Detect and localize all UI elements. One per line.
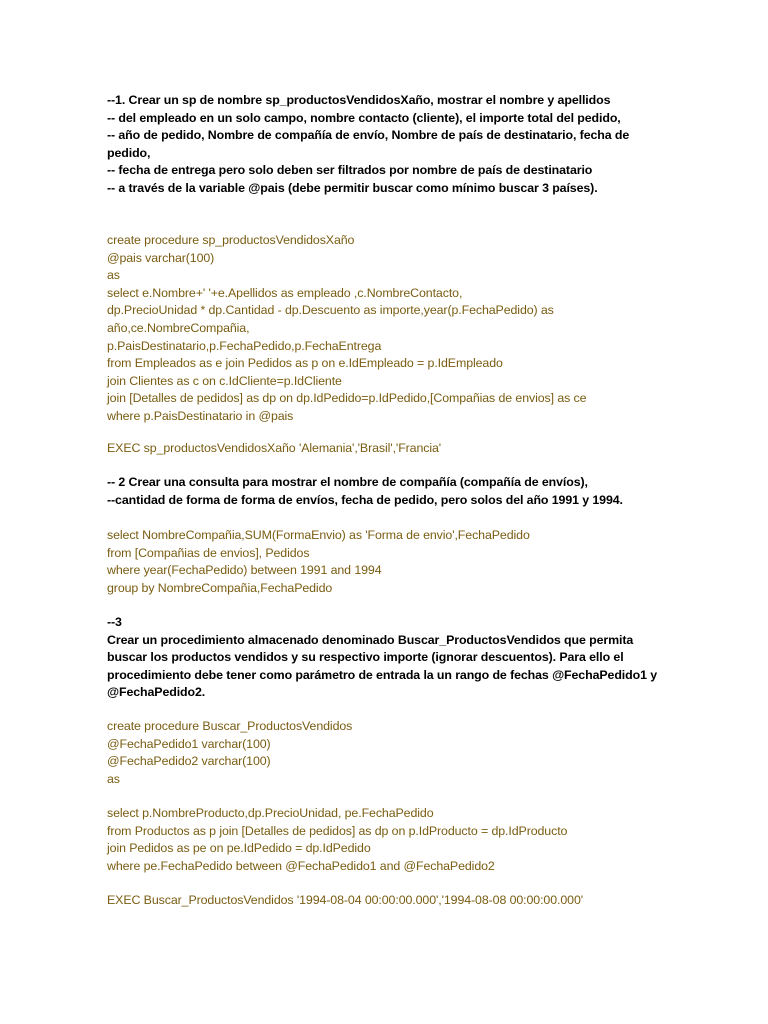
- comment-line: -- 2 Crear una consulta para mostrar el nombre de compañía (compañía de envíos),: [107, 475, 588, 489]
- code-line: create procedure sp_productosVendidosXaño: [107, 233, 355, 247]
- section1-exec: [107, 440, 747, 458]
- code-line: select NombreCompañia,SUM(FormaEnvio) as 'Forma de envio',FechaPedido: [107, 528, 530, 542]
- section3-exec: [107, 892, 747, 910]
- code-line: from Empleados as e join Pedidos as p on e.IdEmpleado = p.IdEmpleado: [107, 356, 503, 371]
- code-line: where pe.FechaPedido between @FechaPedido1 and @FechaPedido2: [107, 858, 495, 873]
- code-line: join Pedidos as pe on pe.IdPedido = dp.IdPedido: [107, 841, 371, 856]
- code-line: from Productos as p join [Detalles de pedidos] as dp on p.IdProducto = dp.IdProducto: [107, 823, 568, 838]
- comment-line: -- fecha de entrega pero solo deben ser filtrados por nombre de país de destinatario: [107, 163, 593, 178]
- comment-line: Crear un procedimiento almacenado denominado Buscar_ProductosVendidos que permita: [107, 632, 634, 647]
- section3-code-header: [107, 718, 747, 788]
- comment-line: --3: [107, 615, 122, 629]
- code-line: from [Compañias de envios], Pedidos: [107, 545, 310, 560]
- code-line: where year(FechaPedido) between 1991 and 1994: [107, 563, 382, 578]
- code-line: select e.Nombre+' '+e.Apellidos as empleado ,c.NombreContacto,: [107, 285, 463, 300]
- code-line: dp.PrecioUnidad * dp.Cantidad - dp.Descuento as importe,year(p.FechaPedido) as: [107, 303, 554, 318]
- code-line: as: [107, 268, 120, 283]
- section3-code-body: [107, 805, 747, 875]
- section2-code: [107, 527, 747, 597]
- section3-comment: [107, 614, 747, 702]
- section1-comment: [107, 92, 747, 198]
- code-line: año,ce.NombreCompañia,: [107, 320, 250, 335]
- comment-line: procedimiento debe tener como parámetro de entrada la un rango de fechas @FechaPedido1 y: [107, 667, 657, 682]
- section2-comment: [107, 474, 747, 509]
- code-line: group by NombreCompañia,FechaPedido: [107, 580, 333, 595]
- comment-line: -- a través de la variable @pais (debe permitir buscar como mínimo buscar 3 países).: [107, 180, 598, 195]
- comment-line: -- año de pedido, Nombre de compañía de envío, Nombre de país de destinatario, fecha de: [107, 128, 630, 143]
- code-line: join [Detalles de pedidos] as dp on dp.IdPedido=p.IdPedido,[Compañias de envios] as ce: [107, 391, 587, 406]
- exec-line: EXEC Buscar_ProductosVendidos '1994-08-04 00:00:00.000','1994-08-08 00:00:00.000': [107, 893, 584, 907]
- code-line: p.PaisDestinatario,p.FechaPedido,p.FechaEntrega: [107, 338, 382, 353]
- code-line: @FechaPedido1 varchar(100): [107, 736, 271, 751]
- comment-line: --cantidad de forma de forma de envíos, fecha de pedido, pero solos del año 1991 y 1994.: [107, 492, 623, 507]
- comment-line: --1. Crear un sp de nombre sp_productosVendidosXaño, mostrar el nombre y apellidos: [107, 93, 611, 107]
- section1-code: [107, 232, 747, 426]
- code-line: select p.NombreProducto,dp.PrecioUnidad, pe.FechaPedido: [107, 806, 434, 820]
- comment-line: @FechaPedido2.: [107, 685, 206, 700]
- code-line: where p.PaisDestinatario in @pais: [107, 408, 294, 423]
- comment-line: buscar los productos vendidos y su respectivo importe (ignorar descuentos). Para ello el: [107, 650, 624, 665]
- comment-line: -- del empleado en un solo campo, nombre contacto (cliente), el importe total del pedido,: [107, 110, 621, 125]
- code-line: @FechaPedido2 varchar(100): [107, 754, 271, 769]
- code-line: create procedure Buscar_ProductosVendidos: [107, 719, 353, 733]
- comment-line: pedido,: [107, 145, 151, 160]
- code-line: @pais varchar(100): [107, 250, 215, 265]
- exec-line: EXEC sp_productosVendidosXaño 'Alemania','Brasil','Francia': [107, 441, 442, 455]
- code-line: join Clientes as c on c.IdCliente=p.IdCliente: [107, 373, 342, 388]
- code-line: as: [107, 771, 120, 786]
